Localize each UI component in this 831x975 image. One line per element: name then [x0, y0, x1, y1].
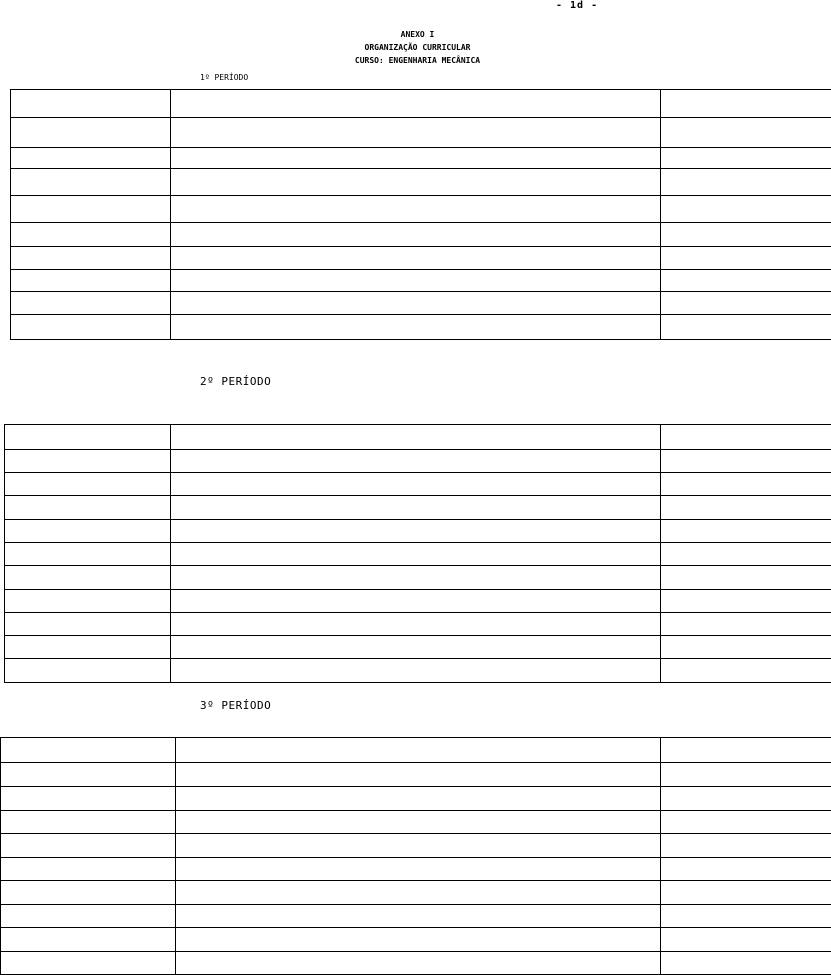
period-3-table	[0, 737, 831, 975]
table-row	[11, 196, 831, 223]
table-row	[1, 787, 831, 811]
period-1-label: 1º PERÍODO	[200, 73, 249, 82]
table-row	[5, 613, 831, 636]
period-2-label: 2º PERÍODO	[200, 375, 272, 388]
annex-title: ANEXO I	[400, 30, 435, 39]
table-row	[11, 148, 831, 169]
table-row	[1, 905, 831, 928]
table-row	[1, 763, 831, 787]
table-row	[1, 811, 831, 834]
table-row	[1, 858, 831, 881]
table-row	[11, 169, 831, 196]
course-title: CURSO: ENGENHARIA MECÂNICA	[354, 56, 481, 65]
table-row	[5, 425, 831, 450]
table-row	[1, 738, 831, 763]
period-2-table	[4, 424, 831, 683]
table-row	[5, 496, 831, 520]
table-row	[11, 270, 831, 292]
table-row	[5, 636, 831, 659]
table-row	[5, 543, 831, 566]
table-row	[5, 590, 831, 613]
table-row	[11, 223, 831, 247]
table-row	[11, 315, 831, 340]
table-row	[11, 247, 831, 270]
table-row	[5, 659, 831, 683]
table-row	[1, 952, 831, 975]
table-row	[5, 520, 831, 543]
document-header	[330, 28, 505, 67]
organization-title: ORGANIZAÇÃO CURRICULAR	[364, 43, 471, 52]
table-row	[1, 928, 831, 952]
period-1-table	[10, 89, 831, 340]
page-number: - 1d -	[556, 0, 599, 11]
table-row	[1, 834, 831, 858]
table-row	[5, 450, 831, 473]
table-row	[1, 881, 831, 905]
table-row	[11, 292, 831, 315]
table-row	[11, 90, 831, 118]
period-3-label: 3º PERÍODO	[200, 699, 272, 712]
table-row	[5, 473, 831, 496]
table-row	[11, 118, 831, 148]
table-row	[5, 566, 831, 590]
